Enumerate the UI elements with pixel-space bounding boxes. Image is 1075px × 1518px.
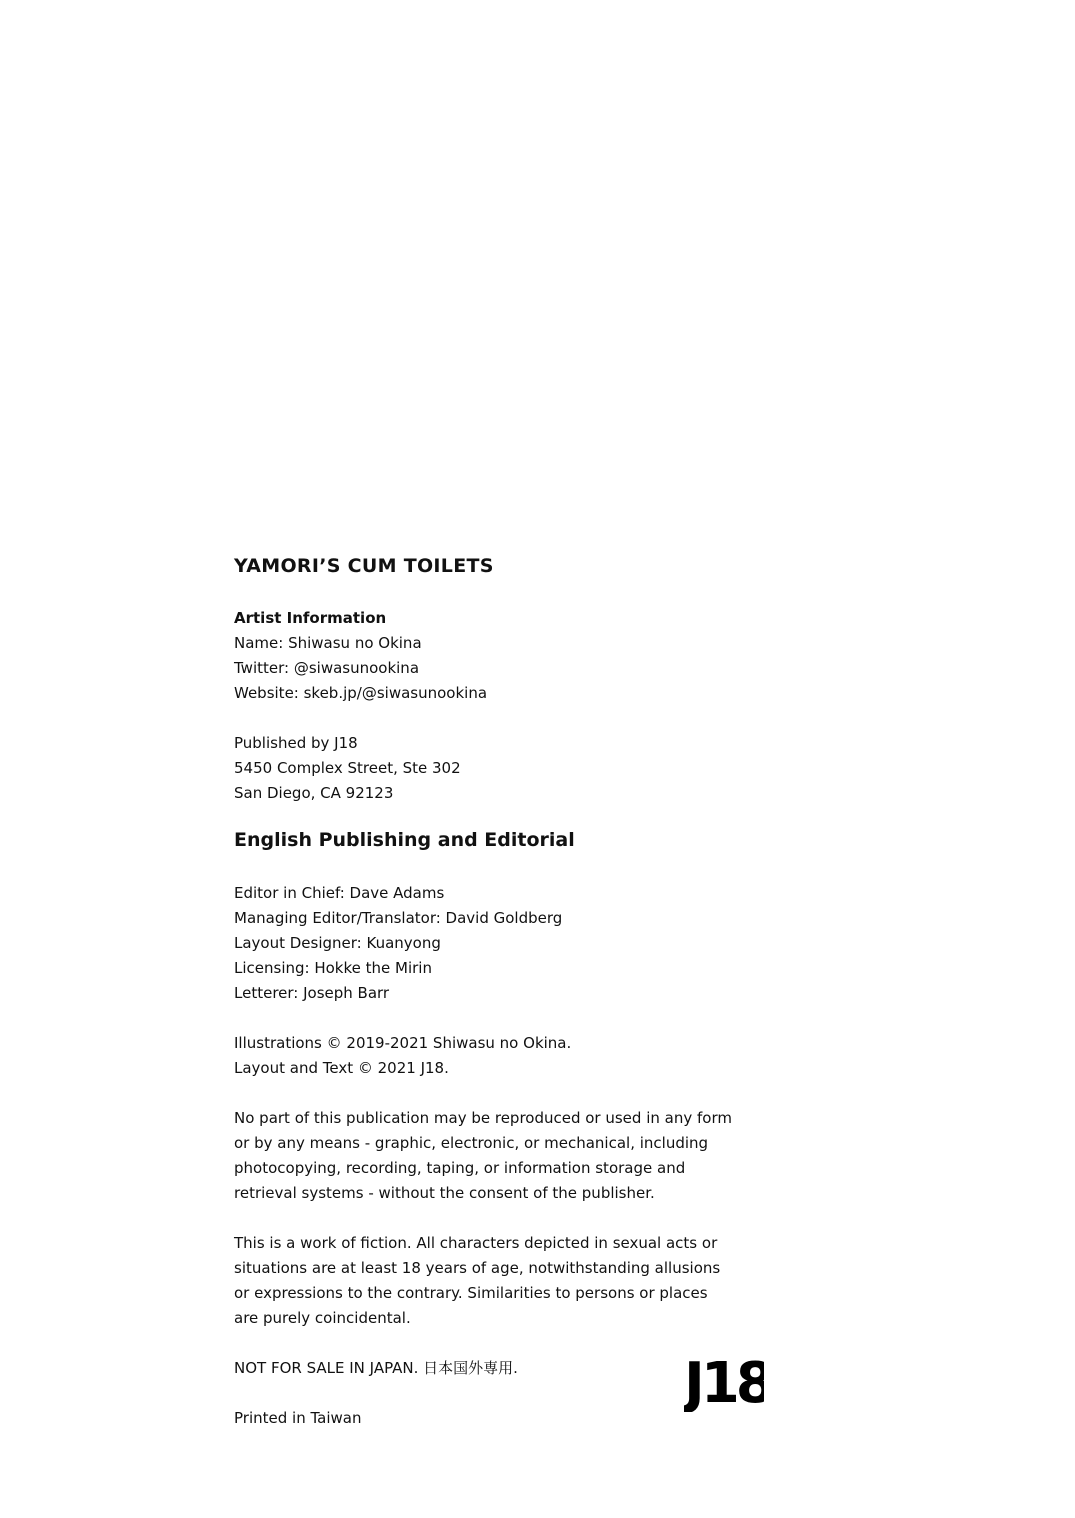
fiction-notice-line: or expressions to the contrary. Similarities to persons or places bbox=[234, 1284, 708, 1302]
artist-name: Name: Shiwasu no Okina bbox=[234, 634, 422, 652]
fiction-notice-line: are purely coincidental. bbox=[234, 1309, 411, 1327]
artist-info-heading: Artist Information bbox=[234, 609, 387, 627]
publisher-street: 5450 Complex Street, Ste 302 bbox=[234, 759, 461, 777]
rights-notice-line: photocopying, recording, taping, or information storage and bbox=[234, 1159, 686, 1177]
editor-in-chief: Editor in Chief: Dave Adams bbox=[234, 884, 445, 902]
publisher-city: San Diego, CA 92123 bbox=[234, 784, 394, 802]
rights-notice-line: No part of this publication may be reproduced or used in any form bbox=[234, 1109, 732, 1127]
fiction-notice-line: This is a work of fiction. All characters depicted in sexual acts or bbox=[234, 1234, 718, 1252]
rights-notice-line: or by any means - graphic, electronic, or mechanical, including bbox=[234, 1134, 709, 1152]
artist-twitter: Twitter: @siwasunookina bbox=[234, 659, 420, 677]
illustrations-copyright: Illustrations © 2019-2021 Shiwasu no Okina. bbox=[234, 1034, 572, 1052]
printed-location: Printed in Taiwan bbox=[234, 1409, 362, 1427]
book-title: YAMORI’S CUM TOILETS bbox=[234, 555, 494, 577]
sale-notice: NOT FOR SALE IN JAPAN. 日本国外専用. bbox=[234, 1359, 518, 1377]
rights-notice-line: retrieval systems - without the consent of the publisher. bbox=[234, 1184, 655, 1202]
publisher-name: Published by J18 bbox=[234, 734, 358, 752]
artist-website: Website: skeb.jp/@siwasunookina bbox=[234, 684, 488, 702]
editorial-heading: English Publishing and Editorial bbox=[234, 829, 575, 851]
layout-designer: Layout Designer: Kuanyong bbox=[234, 934, 441, 952]
managing-editor: Managing Editor/Translator: David Goldberg bbox=[234, 909, 563, 927]
j18-logo bbox=[684, 1350, 764, 1412]
layout-copyright: Layout and Text © 2021 J18. bbox=[234, 1059, 449, 1077]
letterer: Letterer: Joseph Barr bbox=[234, 984, 390, 1002]
licensing: Licensing: Hokke the Mirin bbox=[234, 959, 432, 977]
fiction-notice-line: situations are at least 18 years of age, notwithstanding allusions bbox=[234, 1259, 721, 1277]
svg-text:J18: J18 bbox=[684, 1351, 764, 1412]
